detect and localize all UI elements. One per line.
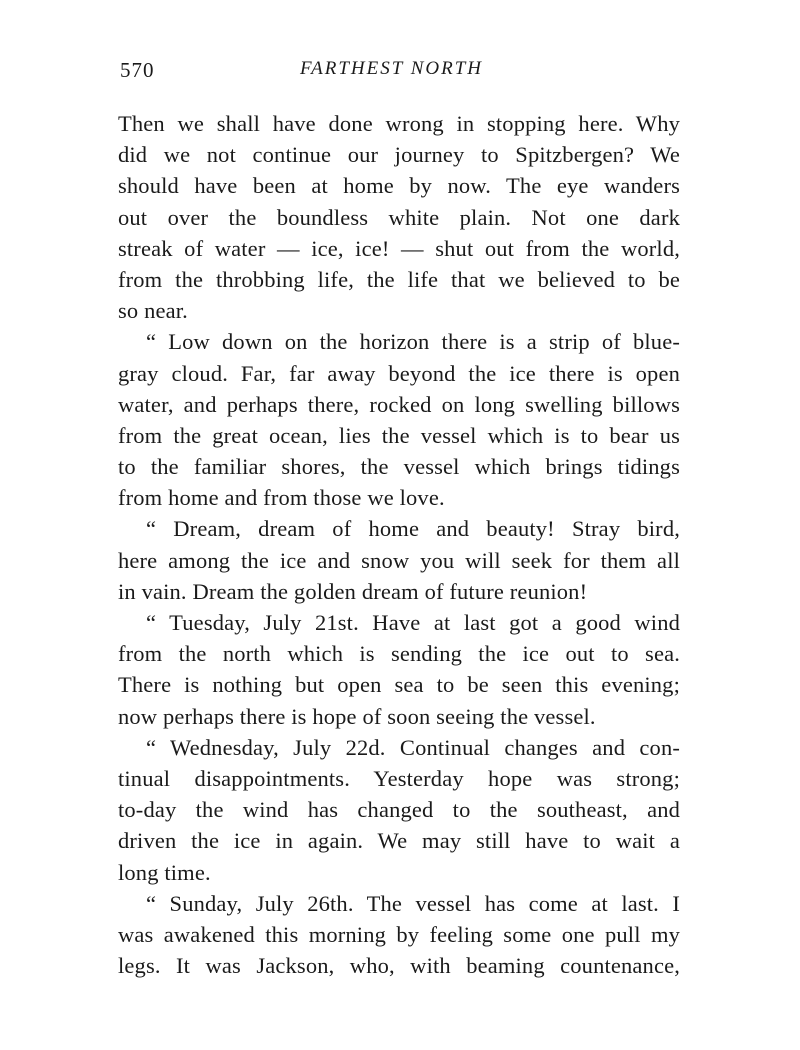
- text-line: “ Low down on the horizon there is a strip of blue-: [146, 329, 680, 355]
- text-line: tinual disappointments. Yesterday hope was strong;: [118, 765, 680, 791]
- text-line: was awakened this morning by feeling some one pull my: [118, 921, 680, 947]
- text-line: did we not continue our journey to Spitzbergen? We: [118, 142, 680, 168]
- text-line: There is nothing but open sea to be seen this evening;: [118, 672, 680, 698]
- text-line: should have been at home by now. The eye wanders: [118, 173, 680, 199]
- text-line: gray cloud. Far, far away beyond the ice there is open: [118, 360, 680, 386]
- text-line: so near.: [118, 298, 188, 324]
- text-line: “ Sunday, July 26th. The vessel has come at last. I: [146, 890, 680, 916]
- text-line: water, and perhaps there, rocked on long swelling billows: [118, 391, 680, 417]
- body-text: [118, 108, 680, 981]
- text-line: to the familiar shores, the vessel which brings tidings: [118, 454, 680, 480]
- text-line: streak of water — ice, ice! — shut out from the world,: [118, 235, 680, 261]
- text-line: here among the ice and snow you will seek for them all: [118, 547, 680, 573]
- text-line: Then we shall have done wrong in stopping here. Why: [118, 111, 680, 136]
- text-line: to-day the wind has changed to the southeast, and: [118, 797, 680, 823]
- page-header: [120, 58, 680, 88]
- page-number: 570: [120, 58, 155, 82]
- text-line: “ Tuesday, July 21st. Have at last got a good wind: [146, 610, 680, 635]
- text-line: driven the ice in again. We may still have to wait a: [118, 828, 680, 854]
- text-line: from the north which is sending the ice out to sea.: [118, 641, 680, 667]
- text-line: “ Wednesday, July 22d. Continual changes and con-: [146, 734, 680, 760]
- text-line: from the great ocean, lies the vessel which is to bear us: [118, 422, 680, 448]
- text-line: “ Dream, dream of home and beauty! Stray bird,: [146, 516, 680, 542]
- running-title: FARTHEST NORTH: [300, 58, 484, 79]
- text-line: from the throbbing life, the life that we believed to be: [118, 266, 680, 292]
- text-line: out over the boundless white plain. Not one dark: [118, 204, 680, 230]
- text-line: legs. It was Jackson, who, with beaming countenance,: [118, 953, 680, 979]
- text-line: in vain. Dream the golden dream of future reunion!: [118, 578, 588, 604]
- text-line: long time.: [118, 859, 211, 885]
- text-line: from home and from those we love.: [118, 485, 445, 511]
- text-line: now perhaps there is hope of soon seeing the vessel.: [118, 703, 596, 729]
